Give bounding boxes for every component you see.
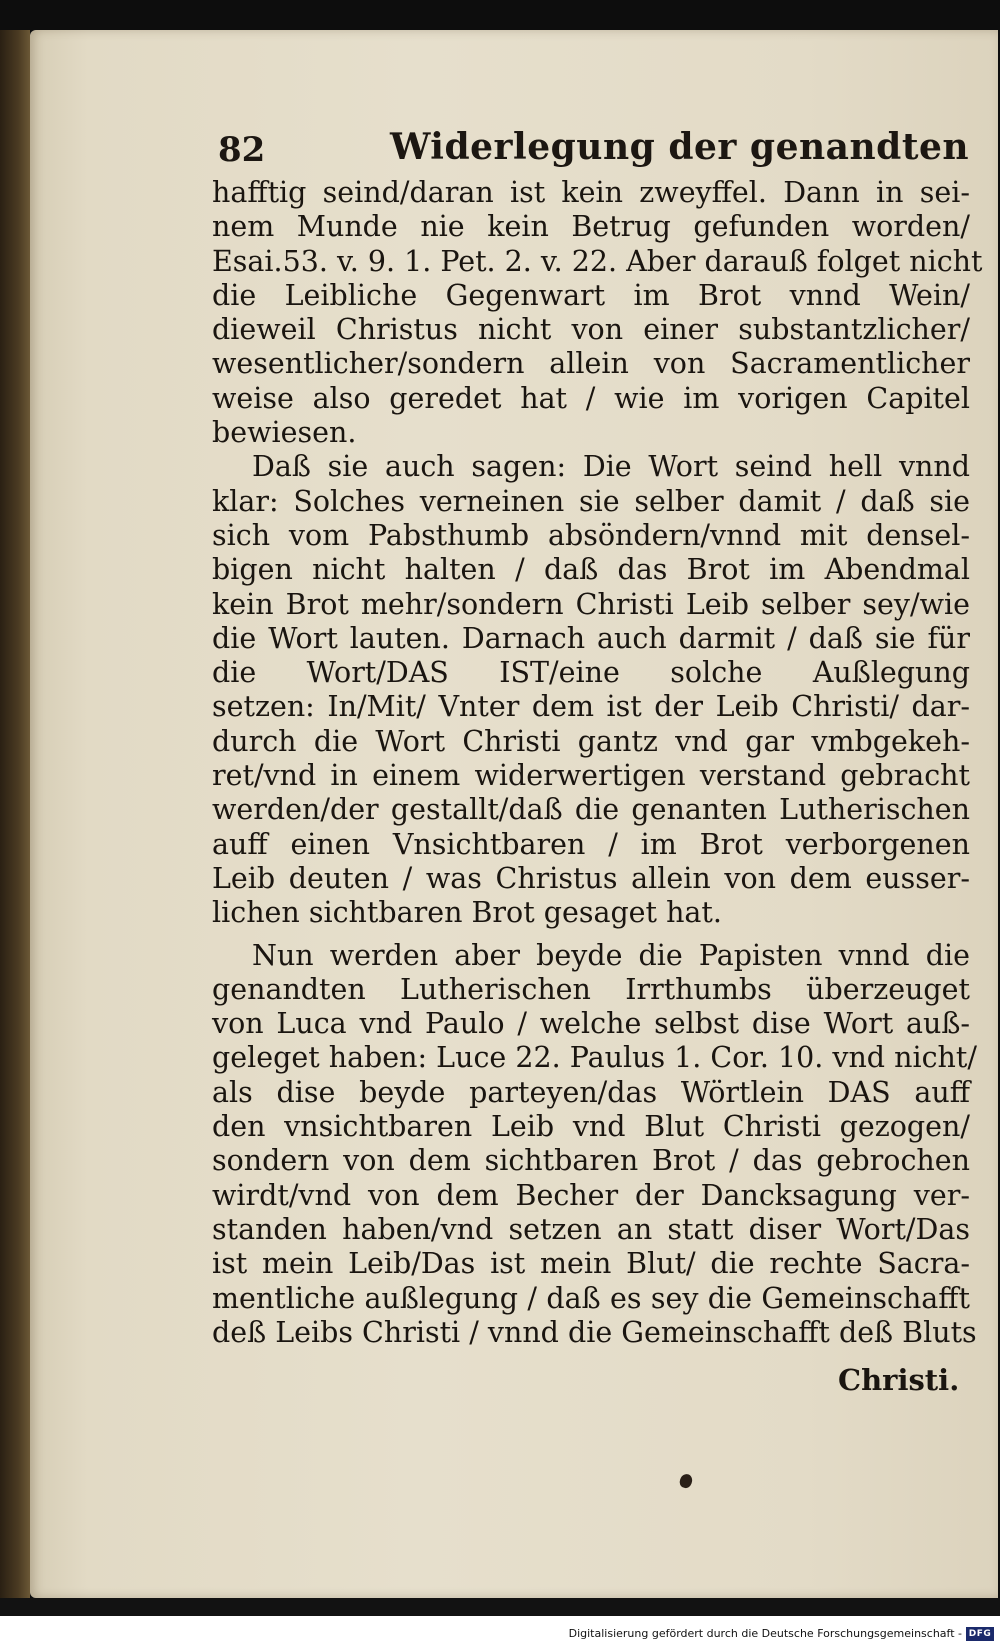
text-line: den vnsichtbaren Leib vnd Blut Christi gezogen/ (212, 1110, 970, 1144)
text-line: wesentlicher/sondern allein von Sacramentlicher (212, 347, 970, 381)
text-line: von Luca vnd Paulo / welche selbst dise Wort auß- (212, 1007, 970, 1041)
text-line: durch die Wort Christi gantz vnd gar vmbgekeh- (212, 724, 970, 758)
text-line: Daß sie auch sagen: Die Wort seind hell vnnd (252, 450, 970, 484)
text-line: lichen sichtbaren Brot gesaget hat. (212, 896, 722, 930)
book-spine-edge (0, 30, 30, 1598)
page-header (180, 118, 970, 178)
text-line: geleget haben: Luce 22. Paulus 1. Cor. 10. vnd nicht/ (212, 1041, 977, 1075)
paragraph-gap (212, 931, 970, 939)
text-line: ist mein Leib/Das ist mein Blut/ die rechte Sacra- (212, 1247, 970, 1281)
text-line: Leib deuten / was Christus allein von dem eusser- (212, 861, 970, 895)
text-line: deß Leibs Christi / vnnd die Gemeinschafft deß Bluts (212, 1315, 977, 1349)
funding-credit: Digitalisierung gefördert durch die Deutsche Forschungsgemeinschaft - (568, 1627, 962, 1640)
text-line: Nun werden aber beyde die Papisten vnnd die (252, 938, 970, 972)
dfg-logo-icon: DFG (966, 1627, 994, 1641)
text-line: auff einen Vnsichtbaren / im Brot verborgenen (212, 827, 970, 861)
text-line: die Wort lauten. Darnach auch darmit / daß sie für (212, 621, 970, 655)
text-line: bigen nicht halten / daß das Brot im Abendmal (212, 553, 970, 587)
text-line: bewiesen. (212, 416, 357, 450)
text-line: setzen: In/Mit/ Vnter dem ist der Leib Christi/ dar- (212, 690, 970, 724)
footer-dark-strip (0, 1598, 1000, 1616)
text-line: klar: Solches verneinen sie selber damit / daß sie (212, 484, 970, 518)
text-line: werden/der gestallt/daß die genanten Lutherischen (212, 793, 970, 827)
text-line: genandten Lutherischen Irrthumbs überzeuget (212, 972, 970, 1006)
page-number: 82 (218, 130, 266, 170)
body-text (212, 176, 983, 1350)
text-line: Esai.53. v. 9. 1. Pet. 2. v. 22. Aber darauß folget nicht (212, 244, 983, 278)
text-line: wirdt/vnd von dem Becher der Dancksagung ver- (212, 1178, 970, 1212)
text-line: standen haben/vnd setzen an statt diser Wort/Das (212, 1212, 970, 1246)
text-line: hafftig seind/daran ist kein zweyffel. Dann in sei- (212, 176, 970, 209)
text-line: sondern von dem sichtbaren Brot / das gebrochen (212, 1144, 970, 1178)
text-line: mentliche außlegung / daß es sey die Gemeinschafft (212, 1281, 970, 1315)
text-line: ret/vnd in einem widerwertigen verstand gebracht (212, 759, 970, 793)
text-line: als dise beyde parteyen/das Wörtlein DAS auff (212, 1075, 970, 1109)
text-line: nem Munde nie kein Betrug gefunden worden/ (212, 210, 970, 244)
running-head: Widerlegung der genandten (390, 126, 970, 168)
text-line: dieweil Christus nicht von einer substantzlicher/ (212, 313, 970, 347)
catchword: Christi. (838, 1363, 960, 1397)
text-line: sich vom Pabsthumb absöndern/vnnd mit densel- (212, 518, 970, 552)
text-line: die Wort/DAS IST/eine solche Außlegung (212, 656, 970, 690)
text-line: die Leibliche Gegenwart im Brot vnnd Wein/ (212, 278, 970, 312)
text-line: weise also geredet hat / wie im vorigen Capitel (212, 381, 970, 415)
text-line: kein Brot mehr/sondern Christi Leib selber sey/wie (212, 587, 970, 621)
